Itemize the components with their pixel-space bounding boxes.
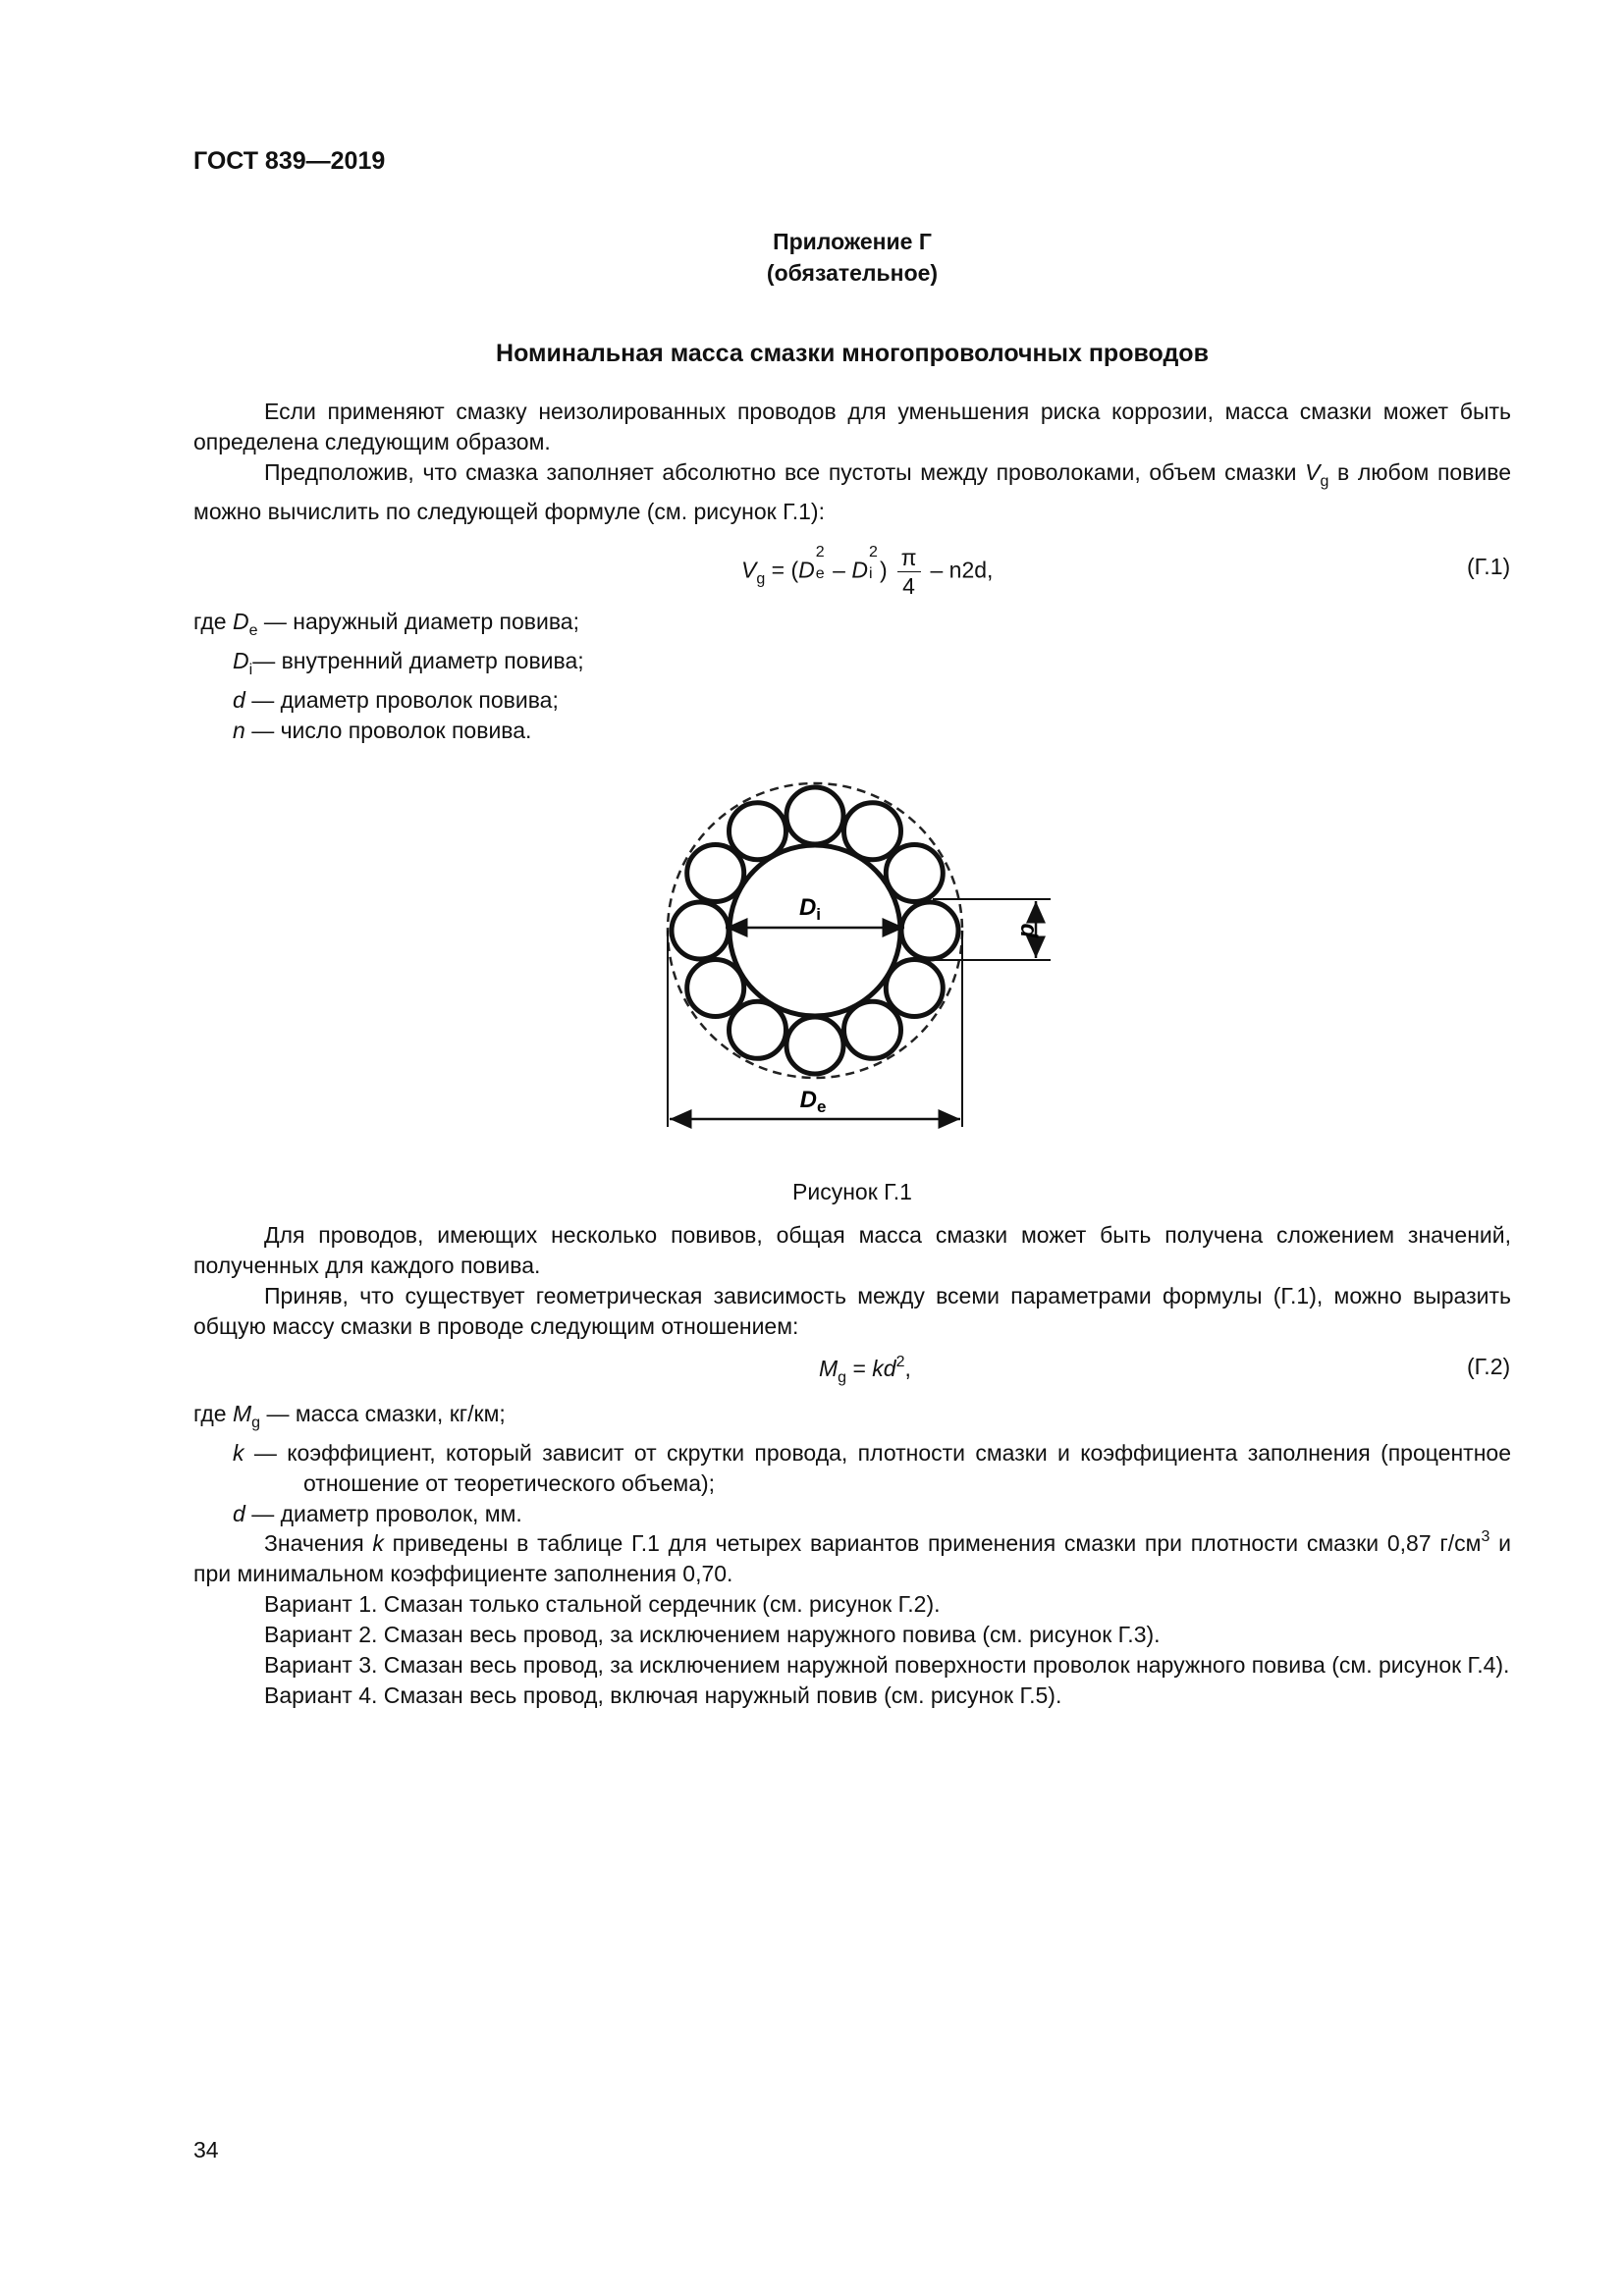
wire-circle	[672, 902, 729, 959]
pi-over-four: $\frac{\pi}{4}$	[897, 544, 921, 600]
appendix-status: (обязательное)	[766, 260, 939, 286]
intro-text	[193, 397, 1511, 527]
where-list-1	[193, 607, 1511, 746]
where-Mg: где $M_g$ — масса смазки, кг/км;	[193, 1401, 506, 1431]
values-paragraph: Значения k приведены в таблице Г.1 для четырех вариантов применения смазки при плотности смазки 0,87 $г/см^3$ и при минимальном коэффициенте заполнения 0,70.	[193, 1528, 1511, 1586]
where-d: d — диаметр проволок повива;	[233, 687, 559, 713]
wire-circles	[672, 787, 958, 1074]
label-d: d	[1015, 923, 1042, 938]
wire-circle	[844, 803, 901, 860]
wire-circle	[901, 902, 958, 959]
variant-4: Вариант 4. Смазан весь провод, включая наружный повив (см. рисунок Г.5).	[264, 1682, 1062, 1708]
formula-g1-number: (Г.1)	[1467, 554, 1511, 579]
wire-circle	[730, 803, 786, 860]
formula-g2-number: (Г.2)	[1467, 1354, 1511, 1379]
after-text	[193, 1220, 1511, 1342]
variant-2: Вариант 2. Смазан весь провод, за исключением наружного повива (см. рисунок Г.3).	[264, 1622, 1161, 1647]
wire-circle	[687, 845, 744, 902]
outer-envelope-circle	[668, 783, 962, 1078]
where-n: n — число проволок повива.	[233, 718, 532, 743]
intro-paragraph-2: Предположив, что смазка заполняет абсолютно все пустоты между проволоками, объем смазки $V_g$ в любом повиве можно вычислить по следующей формуле (см. рисунок Г.1):	[193, 459, 1512, 524]
where-Di: $D_i—$ внутренний диаметр повива;	[233, 648, 584, 678]
where-k: k — коэффициент, который зависит от скрутки провода, плотности смазки и коэффициента заполнения (процентное отношение от теоретического объема);	[233, 1440, 1511, 1496]
variant-1: Вариант 1. Смазан только стальной сердечник (см. рисунок Г.2).	[264, 1591, 941, 1617]
label-de: $D_e$	[799, 1087, 827, 1116]
variant-3: Вариант 3. Смазан весь провод, за исключением наружной поверхности проволок наружного повива (см. рисунок Г.4).	[264, 1652, 1510, 1678]
section-title: Номинальная масса смазки многопроволочных проводов	[496, 340, 1209, 367]
wire-circle	[886, 845, 943, 902]
inner-core-circle	[730, 845, 900, 1016]
where-d-2: d — диаметр проволок, мм.	[233, 1501, 522, 1526]
wire-circle	[886, 960, 943, 1017]
formula-g2: $M_g = kd^2$,	[819, 1354, 911, 1386]
page-number: 34	[193, 2137, 219, 2163]
document-header: ГОСТ 839—2019	[193, 147, 386, 175]
paragraph-4: Приняв, что существует геометрическая зависимость между всеми параметрами формулы (Г.1), можно выразить общую массу смазки в проводе следующим отношением:	[193, 1283, 1511, 1339]
where-list-2	[193, 1399, 1511, 1529]
wire-circle	[687, 960, 744, 1017]
wire-circle	[730, 1001, 786, 1058]
variants-text	[193, 1522, 1511, 1711]
wire-circle	[786, 1017, 843, 1074]
paragraph-3: Для проводов, имеющих несколько повивов, общая масса смазки может быть получена сложением значений, полученных для каждого повива.	[193, 1222, 1511, 1278]
figure-g1-diagram	[648, 756, 1060, 1148]
figure-caption: Рисунок Г.1	[792, 1179, 912, 1204]
appendix-heading	[193, 226, 1511, 289]
intro-paragraph-1: Если применяют смазку неизолированных проводов для уменьшения риска коррозии, масса смазки может быть определена следующим образом.	[193, 399, 1511, 454]
wire-circle	[844, 1001, 901, 1058]
where-De: где $D_e$ — наружный диаметр повива;	[193, 609, 579, 639]
appendix-label: Приложение Г	[773, 229, 932, 254]
formula-g1: $V_g = (D$ 2 e – D 2 i ) $\frac{\pi}{4}$ – n2d,	[741, 543, 994, 599]
wire-circle	[786, 787, 843, 844]
label-di: $D_i$	[798, 894, 822, 924]
